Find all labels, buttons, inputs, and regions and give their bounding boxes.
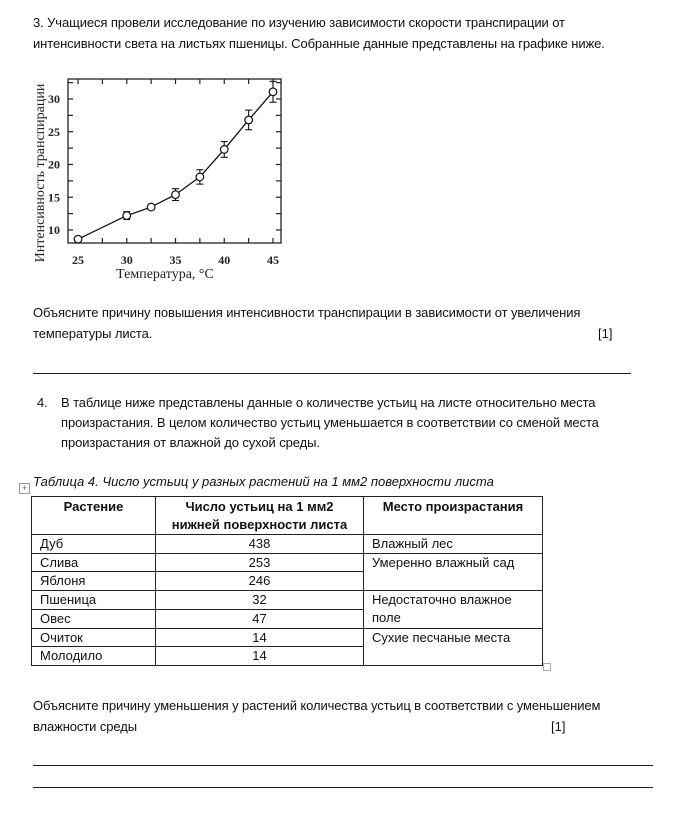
- data-point-marker: [147, 203, 155, 211]
- y-tick-label: 20: [48, 157, 60, 172]
- table-row: [32, 553, 543, 572]
- answer-line-q3[interactable]: [33, 373, 631, 374]
- cell-habitat: Умеренно влажный сад: [364, 553, 543, 590]
- cell-habitat: Недостаточно влажное поле: [364, 590, 543, 628]
- header-habitat: Место произрастания: [364, 497, 543, 535]
- cell-plant: Овес: [32, 609, 156, 628]
- cell-plant: Слива: [32, 553, 156, 572]
- stomata-table: [31, 496, 543, 666]
- x-tick-label: 40: [218, 253, 231, 267]
- cell-count: 246: [156, 572, 364, 591]
- question3-intro-line1: 3. Учащиеся провели исследование по изучению зависимости скорости транспирации от: [33, 15, 565, 30]
- answer-line-q4-1[interactable]: [33, 765, 653, 766]
- question3-intro-line2: интенсивности света на листьях пшеницы. Собранные данные представлены на графике ниже.: [33, 36, 605, 51]
- cell-count: 438: [156, 535, 364, 554]
- question4-marks: [1]: [551, 719, 566, 734]
- cell-count: 32: [156, 590, 364, 609]
- cell-plant: Дуб: [32, 535, 156, 554]
- question4-number: 4.: [37, 395, 48, 410]
- y-tick-label: 25: [48, 124, 60, 139]
- data-point-marker: [196, 173, 204, 181]
- data-point-marker: [269, 88, 277, 96]
- header-stomata-count: [156, 497, 364, 535]
- x-tick-label: 30: [120, 253, 133, 267]
- cell-habitat: Влажный лес: [364, 535, 543, 554]
- table-resize-handle[interactable]: [543, 663, 551, 671]
- data-point-marker: [123, 212, 131, 220]
- data-point-marker: [220, 146, 228, 154]
- header-plant: Растение: [32, 497, 156, 535]
- cell-count: 253: [156, 553, 364, 572]
- header-count-line1: Число устьиц на 1 мм2: [185, 499, 334, 514]
- question4-intro-line2: произрастания. В целом количество устьиц уменьшается в соответствии со сменой места: [61, 415, 599, 430]
- question4-prompt-line1: Объясните причину уменьшения у растений количества устьиц в соответствии с уменьшением: [33, 698, 601, 713]
- cell-count: 14: [156, 628, 364, 647]
- y-tick-label: 10: [48, 223, 60, 237]
- cell-plant: Пшеница: [32, 590, 156, 609]
- table-caption: Таблица 4. Число устьиц у разных растений на 1 мм2 поверхности листа: [33, 474, 494, 489]
- cell-count: 47: [156, 609, 364, 628]
- x-tick-label: 35: [169, 253, 182, 267]
- cell-plant: Яблоня: [32, 572, 156, 591]
- cell-habitat: Сухие песчаные места: [364, 628, 543, 665]
- table-move-handle-icon[interactable]: +: [19, 483, 30, 494]
- y-axis-title: Интенсивность транспирации: [33, 83, 48, 263]
- data-line: [78, 92, 273, 239]
- cell-count: 14: [156, 647, 364, 666]
- data-point-marker: [74, 235, 82, 243]
- header-count-line2: нижней поверхности листа: [171, 517, 348, 532]
- table-header-row: [32, 497, 543, 535]
- question3-prompt-line1: Объясните причину повышения интенсивности транспирации в зависимости от увеличения: [33, 305, 581, 320]
- question4-intro-line1: В таблице ниже представлены данные о количестве устьиц на листе относительно места: [61, 395, 596, 410]
- table-row: [32, 628, 543, 647]
- y-tick-label: 15: [48, 190, 60, 205]
- answer-line-q4-2[interactable]: [33, 787, 653, 788]
- transpiration-chart: [0, 0, 300, 290]
- question3-prompt-line2: температуры листа.: [33, 326, 153, 341]
- cell-plant: Молодило: [32, 647, 156, 666]
- x-axis-title: Температура, °C: [116, 267, 214, 282]
- question4-prompt-line2: влажности среды: [33, 719, 137, 734]
- table-row: [32, 590, 543, 609]
- cell-plant: Очиток: [32, 628, 156, 647]
- text-cursor: [542, 533, 543, 550]
- table-row: [32, 535, 543, 554]
- plot-frame: [68, 79, 281, 243]
- x-tick-label: 25: [72, 253, 84, 267]
- y-tick-label: 30: [48, 92, 60, 106]
- data-point-marker: [172, 191, 180, 199]
- question3-marks: [1]: [598, 326, 613, 341]
- x-tick-label: 45: [267, 253, 279, 267]
- data-point-marker: [245, 116, 253, 124]
- question4-intro-line3: произрастания от влажной до сухой среды.: [61, 435, 320, 450]
